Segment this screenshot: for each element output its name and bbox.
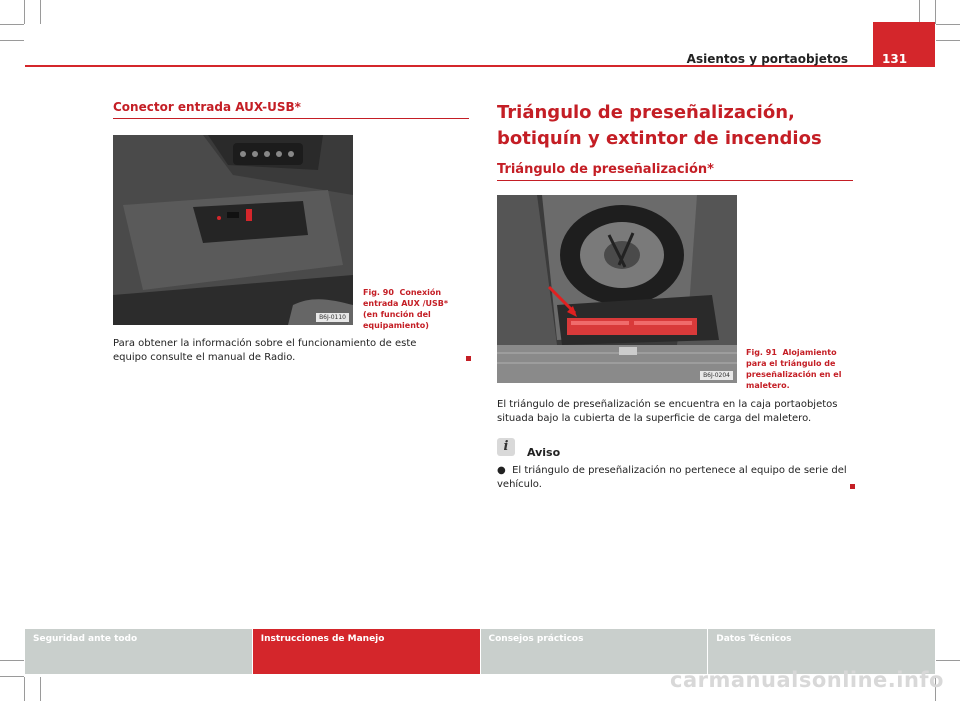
crop-mark xyxy=(0,676,24,677)
figure-trunk-photo xyxy=(497,195,737,383)
crop-mark xyxy=(919,0,920,24)
crop-mark xyxy=(0,24,24,25)
bullet: ● xyxy=(497,465,506,476)
paragraph-radio-manual: Para obtener la información sobre el funcionamiento de este equipo consulte el manual de Radio. xyxy=(113,338,417,363)
watermark: carmanualsonline.info xyxy=(670,668,944,692)
crop-mark xyxy=(40,0,41,24)
aux-usb-console-image xyxy=(113,135,353,325)
section-heading-aux-usb: Conector entrada AUX-USB* xyxy=(113,100,301,114)
crop-mark xyxy=(0,40,24,41)
figure-caption-label: Fig. 90 xyxy=(363,288,394,297)
footer-tab-seguridad[interactable]: Seguridad ante todo xyxy=(25,629,252,674)
footer-tab-instrucciones[interactable]: Instrucciones de Manejo xyxy=(253,629,480,674)
figure-caption-label: Fig. 91 xyxy=(746,348,777,357)
info-note-icon: i xyxy=(497,438,515,456)
figure-code: B6J-0110 xyxy=(316,313,349,322)
figure-caption-90 xyxy=(363,287,463,331)
figure-aux-usb-photo xyxy=(113,135,353,325)
subheading-rule xyxy=(497,180,853,181)
heading-rule xyxy=(113,118,469,119)
crop-mark xyxy=(936,40,960,41)
crop-mark xyxy=(936,660,960,661)
page-number: 131 xyxy=(873,22,935,66)
crop-mark xyxy=(0,660,24,661)
figure-caption-text: Alojamiento para el triángulo de preseñalización en el maletero. xyxy=(746,348,842,390)
crop-mark xyxy=(24,677,25,701)
crop-mark xyxy=(936,24,960,25)
subsection-heading-triangle: Triángulo de preseñalización* xyxy=(497,162,714,177)
footer-tab-datos[interactable]: Datos Técnicos xyxy=(708,629,935,674)
paragraph-triangle-location: El triángulo de preseñalización se encuentra en la caja portaobjetos situada bajo la cubierta de la superficie de carga del maletero. xyxy=(497,399,838,424)
trunk-triangle-image xyxy=(497,195,737,383)
crop-mark xyxy=(24,0,25,24)
figure-code: B6J-0204 xyxy=(700,371,733,380)
running-header-title: Asientos y portaobjetos xyxy=(686,52,848,66)
section-heading-triangle-kit: Triángulo de preseñalización, botiquín y extintor de incendios xyxy=(497,102,822,149)
figure-caption-text: Conexión entrada AUX /USB* (en función del equipamiento) xyxy=(363,288,449,330)
footer-tab-consejos[interactable]: Consejos prácticos xyxy=(481,629,708,674)
crop-mark xyxy=(935,0,936,24)
section-end-mark xyxy=(466,356,471,361)
aviso-note xyxy=(497,464,857,492)
aviso-label: Aviso xyxy=(527,446,561,459)
figure-caption-91 xyxy=(746,347,846,391)
crop-mark xyxy=(40,677,41,701)
aviso-text: El triángulo de preseñalización no pertenece al equipo de serie del vehículo. xyxy=(497,465,847,490)
section-end-mark xyxy=(850,484,855,489)
